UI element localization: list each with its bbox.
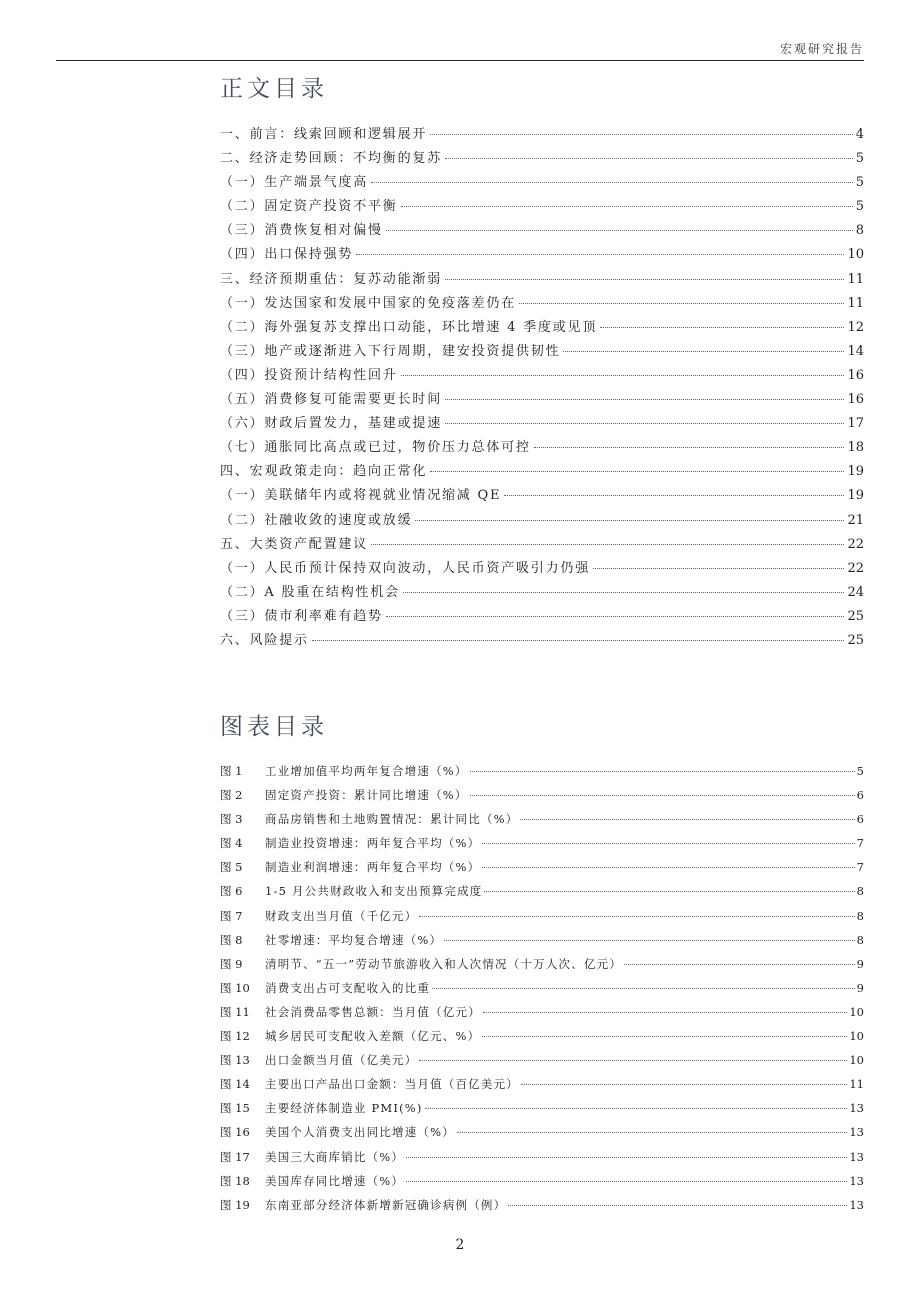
figure-entry-label: 财政支出当月值（千亿元） bbox=[265, 908, 418, 923]
toc-entry-page: 11 bbox=[847, 271, 864, 287]
dot-leader bbox=[430, 134, 853, 135]
dot-leader bbox=[445, 399, 844, 400]
figure-entry[interactable] bbox=[220, 932, 864, 956]
dot-leader bbox=[386, 230, 853, 231]
toc-entry[interactable] bbox=[220, 581, 864, 605]
dot-leader bbox=[403, 592, 845, 593]
toc-entry[interactable] bbox=[220, 123, 864, 147]
figure-entry-label: 主要经济体制造业 PMI(%) bbox=[265, 1101, 423, 1116]
figure-entry-label: 消费支出占可支配收入的比重 bbox=[265, 980, 431, 995]
dot-leader bbox=[312, 640, 845, 641]
figure-entry-page: 10 bbox=[849, 1004, 864, 1019]
figure-entry-number: 图 2 bbox=[220, 788, 243, 803]
toc-entry-label: （六）财政后置发力，基建或提速 bbox=[220, 416, 443, 432]
toc-entry-label: （三）地产或逐渐进入下行周期，建安投资提供韧性 bbox=[220, 343, 561, 359]
figure-entry-label: 美国三大商库销比（%） bbox=[265, 1149, 405, 1164]
figure-entry-page: 10 bbox=[849, 1053, 864, 1068]
toc-entry-label: （四）投资预计结构性回升 bbox=[220, 367, 398, 383]
dot-leader bbox=[386, 616, 845, 617]
toc-entry-page: 21 bbox=[847, 512, 864, 528]
figure-entry[interactable] bbox=[220, 811, 864, 835]
figure-entry-number: 图 13 bbox=[220, 1053, 250, 1068]
dot-leader bbox=[519, 303, 844, 304]
toc-entry-label: 五、大类资产配置建议 bbox=[220, 536, 369, 552]
figure-entry-page: 13 bbox=[849, 1197, 864, 1212]
figure-list-title: 图表目录 bbox=[220, 714, 328, 740]
figure-entry[interactable] bbox=[220, 835, 864, 859]
dot-leader bbox=[356, 254, 844, 255]
dot-leader bbox=[484, 891, 854, 892]
toc-entry[interactable] bbox=[220, 557, 864, 581]
toc-entry[interactable] bbox=[220, 460, 864, 484]
figure-entry[interactable] bbox=[220, 1052, 864, 1076]
figure-entry-number: 图 9 bbox=[220, 956, 243, 971]
toc-entry-page: 16 bbox=[847, 392, 864, 408]
dot-leader bbox=[483, 1012, 847, 1013]
figure-entry-number: 图 19 bbox=[220, 1197, 250, 1212]
toc-entry[interactable] bbox=[220, 388, 864, 412]
toc-entry[interactable] bbox=[220, 340, 864, 364]
figure-entry-page: 8 bbox=[856, 932, 864, 947]
figure-entry[interactable] bbox=[220, 1173, 864, 1197]
dot-leader bbox=[624, 964, 855, 965]
dot-leader bbox=[432, 988, 855, 989]
toc-entry-label: （一）生产端景气度高 bbox=[220, 175, 369, 191]
toc-entry-page: 22 bbox=[847, 536, 864, 552]
toc-entry[interactable] bbox=[220, 268, 864, 292]
toc-entry-page: 16 bbox=[847, 367, 864, 383]
figure-entry-label: 东南亚部分经济体新增新冠确诊病例（例） bbox=[265, 1197, 507, 1212]
figure-entry[interactable] bbox=[220, 908, 864, 932]
figure-entry-label: 制造业利润增速：两年复合平均（%） bbox=[265, 860, 481, 875]
figure-entry-number: 图 8 bbox=[220, 932, 243, 947]
figure-entry-label: 1-5 月公共财政收入和支出预算完成度 bbox=[265, 884, 483, 899]
dot-leader bbox=[593, 568, 844, 569]
dot-leader bbox=[445, 279, 844, 280]
figure-entry-page: 6 bbox=[856, 812, 864, 827]
toc-entry[interactable] bbox=[220, 436, 864, 460]
figure-entry-number: 图 3 bbox=[220, 812, 243, 827]
toc-entry-page: 8 bbox=[855, 223, 864, 239]
figure-entry-number: 图 10 bbox=[220, 980, 250, 995]
toc-entry-page: 12 bbox=[847, 319, 864, 335]
toc-entry[interactable] bbox=[220, 605, 864, 629]
toc-entry[interactable] bbox=[220, 484, 864, 508]
dot-leader bbox=[425, 1108, 848, 1109]
report-type-label: 宏观研究报告 bbox=[779, 42, 864, 56]
figure-entry[interactable] bbox=[220, 1124, 864, 1148]
figure-entry-label: 清明节、“五一”劳动节旅游收入和人次情况（十万人次、亿元） bbox=[265, 956, 623, 971]
dot-leader bbox=[508, 1205, 847, 1206]
toc-entry-label: 六、风险提示 bbox=[220, 632, 309, 648]
figure-entry-number: 图 16 bbox=[220, 1125, 250, 1140]
toc-entry-page: 5 bbox=[855, 151, 864, 167]
dot-leader bbox=[600, 327, 844, 328]
figure-entry-label: 美国库存同比增速（%） bbox=[265, 1173, 405, 1188]
toc-entry[interactable] bbox=[220, 364, 864, 388]
dot-leader bbox=[430, 471, 844, 472]
dot-leader bbox=[401, 375, 845, 376]
toc-entry[interactable] bbox=[220, 147, 864, 171]
toc-entry-page: 5 bbox=[855, 199, 864, 215]
dot-leader bbox=[482, 843, 854, 844]
figure-entry[interactable] bbox=[220, 883, 864, 907]
figure-entry-page: 10 bbox=[849, 1029, 864, 1044]
figure-entry-number: 图 12 bbox=[220, 1029, 250, 1044]
toc-entry-label: 三、经济预期重估：复苏动能渐弱 bbox=[220, 271, 443, 287]
toc-entry-label: 一、前言：线索回顾和逻辑展开 bbox=[220, 127, 428, 142]
toc-entry[interactable] bbox=[220, 316, 864, 340]
toc-entry-page: 24 bbox=[847, 584, 864, 600]
dot-leader bbox=[415, 520, 844, 521]
toc-entry[interactable] bbox=[220, 219, 864, 243]
figure-entry[interactable] bbox=[220, 1100, 864, 1124]
toc-entry-label: 二、经济走势回顾：不均衡的复苏 bbox=[220, 151, 443, 167]
figure-entry-label: 制造业投资增速：两年复合平均（%） bbox=[265, 836, 481, 851]
figure-entry-label: 固定资产投资：累计同比增速（%） bbox=[265, 788, 468, 803]
dot-leader bbox=[445, 158, 853, 159]
dot-leader bbox=[470, 771, 855, 772]
figure-entry-page: 9 bbox=[856, 956, 864, 971]
figure-entry-number: 图 5 bbox=[220, 860, 243, 875]
figure-entry-page: 7 bbox=[856, 860, 864, 875]
toc-entry[interactable] bbox=[220, 533, 864, 557]
toc-entry-page: 19 bbox=[847, 464, 864, 480]
figure-entry-page: 13 bbox=[849, 1125, 864, 1140]
figure-entry[interactable] bbox=[220, 1197, 864, 1221]
figure-entry-number: 图 17 bbox=[220, 1149, 250, 1164]
toc-entry-label: （三）债市利率难有趋势 bbox=[220, 608, 383, 624]
dot-leader bbox=[521, 1084, 847, 1085]
figure-entry[interactable] bbox=[220, 1076, 864, 1100]
toc-entry-label: （二）固定资产投资不平衡 bbox=[220, 199, 398, 215]
toc-entry-page: 14 bbox=[847, 343, 864, 359]
dot-leader bbox=[371, 182, 853, 183]
toc-entry-label: （五）消费修复可能需要更长时间 bbox=[220, 392, 443, 408]
figure-list bbox=[220, 763, 864, 1221]
dot-leader bbox=[444, 940, 854, 941]
toc-entry-page: 5 bbox=[855, 175, 864, 191]
figure-entry[interactable] bbox=[220, 1028, 864, 1052]
figure-entry-page: 8 bbox=[856, 908, 864, 923]
toc-entry-page: 25 bbox=[847, 608, 864, 624]
toc-entry-page: 17 bbox=[847, 416, 864, 432]
figure-entry-number: 图 15 bbox=[220, 1101, 250, 1116]
toc-title: 正文目录 bbox=[220, 76, 328, 102]
page-number: 2 bbox=[455, 1237, 465, 1253]
dot-leader bbox=[457, 1132, 847, 1133]
toc-entry-page: 19 bbox=[847, 488, 864, 504]
dot-leader bbox=[520, 819, 854, 820]
figure-entry-page: 9 bbox=[856, 980, 864, 995]
figure-entry[interactable] bbox=[220, 956, 864, 980]
toc-entry[interactable] bbox=[220, 292, 864, 316]
figure-entry[interactable] bbox=[220, 859, 864, 883]
toc-entry-label: （二）海外强复苏支撑出口动能，环比增速 4 季度或见顶 bbox=[220, 319, 598, 335]
dot-leader bbox=[401, 206, 853, 207]
toc-entry-label: 四、宏观政策走向：趋向正常化 bbox=[220, 464, 428, 480]
figure-entry-label: 社零增速：平均复合增速（%） bbox=[265, 932, 443, 947]
figure-entry-page: 11 bbox=[849, 1077, 864, 1092]
figure-entry-number: 图 4 bbox=[220, 836, 243, 851]
dot-leader bbox=[419, 1060, 847, 1061]
figure-entry-page: 13 bbox=[849, 1149, 864, 1164]
figure-entry[interactable] bbox=[220, 1004, 864, 1028]
dot-leader bbox=[470, 795, 855, 796]
figure-entry-page: 5 bbox=[856, 764, 864, 778]
figure-entry-label: 社会消费品零售总额：当月值（亿元） bbox=[265, 1004, 481, 1019]
dot-leader bbox=[504, 495, 844, 496]
dot-leader bbox=[445, 423, 844, 424]
figure-entry-label: 工业增加值平均两年复合增速（%） bbox=[265, 764, 468, 778]
dot-leader bbox=[482, 867, 854, 868]
figure-entry[interactable] bbox=[220, 787, 864, 811]
figure-entry-number: 图 14 bbox=[220, 1077, 250, 1092]
toc-entry[interactable] bbox=[220, 412, 864, 436]
toc-entry-label: （一）人民币预计保持双向波动，人民币资产吸引力仍强 bbox=[220, 560, 591, 576]
toc-entry-page: 11 bbox=[847, 295, 864, 311]
header-divider bbox=[56, 60, 864, 61]
toc-entry-label: （四）出口保持强势 bbox=[220, 247, 354, 263]
toc-entry-label: （一）美联储年内或将视就业情况缩减 QE bbox=[220, 488, 502, 504]
figure-entry-page: 13 bbox=[849, 1101, 864, 1116]
toc-entry[interactable] bbox=[220, 509, 864, 533]
toc-entry[interactable] bbox=[220, 243, 864, 267]
figure-entry-number: 图 6 bbox=[220, 884, 243, 899]
dot-leader bbox=[371, 544, 844, 545]
toc-entry-page: 18 bbox=[847, 440, 864, 456]
figure-entry-label: 出口金额当月值（亿美元） bbox=[265, 1053, 418, 1068]
figure-entry-number: 图 7 bbox=[220, 908, 243, 923]
toc-entry[interactable] bbox=[220, 629, 864, 653]
figure-entry[interactable] bbox=[220, 763, 864, 787]
figure-entry-label: 主要出口产品出口金额：当月值（百亿美元） bbox=[265, 1077, 519, 1092]
toc-entry-page: 22 bbox=[847, 560, 864, 576]
dot-leader bbox=[406, 1157, 847, 1158]
toc-entry-label: （七）通胀同比高点或已过，物价压力总体可控 bbox=[220, 440, 531, 456]
figure-entry-number: 图 1 bbox=[220, 764, 243, 778]
toc-entry-label: （二）A 股重在结构性机会 bbox=[220, 584, 400, 600]
figure-entry-label: 城乡居民可支配收入差额（亿元、%） bbox=[265, 1029, 481, 1044]
toc-entry-page: 25 bbox=[847, 632, 864, 648]
toc-entry-label: （二）社融收敛的速度或放缓 bbox=[220, 512, 413, 528]
figure-entry-page: 7 bbox=[856, 836, 864, 851]
dot-leader bbox=[482, 1036, 847, 1037]
toc-list bbox=[220, 123, 864, 653]
toc-entry-page: 4 bbox=[855, 127, 864, 142]
dot-leader bbox=[563, 351, 844, 352]
dot-leader bbox=[534, 447, 845, 448]
figure-entry-page: 8 bbox=[856, 884, 864, 899]
toc-entry[interactable] bbox=[220, 171, 864, 195]
figure-entry[interactable] bbox=[220, 980, 864, 1004]
figure-entry-page: 13 bbox=[849, 1173, 864, 1188]
dot-leader bbox=[419, 916, 854, 917]
figure-entry-number: 图 18 bbox=[220, 1173, 250, 1188]
toc-entry[interactable] bbox=[220, 195, 864, 219]
figure-entry-label: 美国个人消费支出同比增速（%） bbox=[265, 1125, 455, 1140]
toc-entry-page: 10 bbox=[847, 247, 864, 263]
figure-entry[interactable] bbox=[220, 1149, 864, 1173]
dot-leader bbox=[406, 1181, 847, 1182]
toc-entry-label: （三）消费恢复相对偏慢 bbox=[220, 223, 383, 239]
toc-entry-label: （一）发达国家和发展中国家的免疫落差仍在 bbox=[220, 295, 517, 311]
figure-entry-label: 商品房销售和土地购置情况：累计同比（%） bbox=[265, 812, 519, 827]
figure-entry-number: 图 11 bbox=[220, 1004, 250, 1019]
figure-entry-page: 6 bbox=[856, 788, 864, 803]
